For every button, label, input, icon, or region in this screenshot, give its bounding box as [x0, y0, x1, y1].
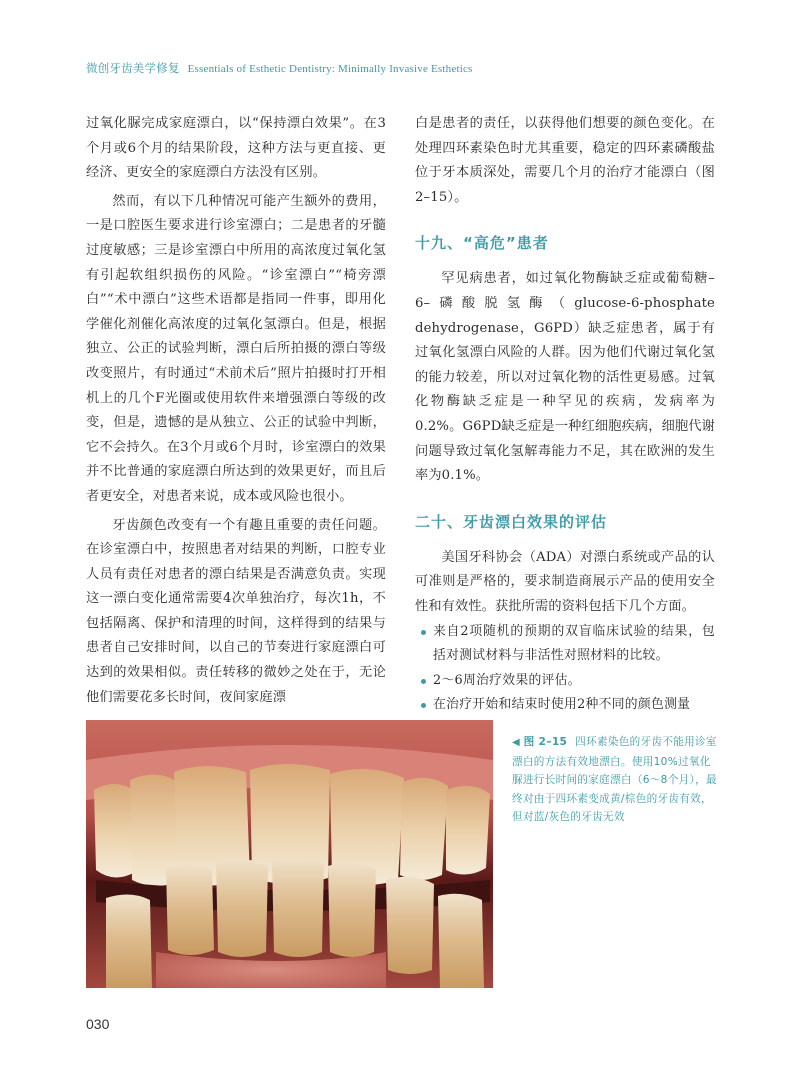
list-item: 来自2项随机的预期的双盲临床试验的结果，包括对测试材料与非活性对照材料的比较。	[415, 620, 715, 669]
paragraph: 白是患者的责任，以获得他们想要的颜色变化。在处理四环素染色时尤其重要，稳定的四环素磷酸盐位于牙本质深处，需要几个月的治疗才能漂白（图2–15）。	[415, 116, 715, 205]
figure-caption-text: 四环素染色的牙齿不能用诊室漂白的方法有效地漂白。使用10%过氧化脲进行长时间的家庭漂白（6～8个月），最终对由于四环素变成黄/棕色的牙齿有效，但对蓝/灰色的牙齿无效	[512, 736, 717, 824]
paragraph: 罕见病患者，如过氧化物酶缺乏症或葡萄糖–6–磷酸脱氢酶（glucose-6-phosphate dehydrogenase，G6PD）缺乏症患者，属于有过氧化氢漂白风险的人群。因为他们代谢过氧化氢的能力较差，所以对过氧化物的活性更易感。过氧化物酶缺乏症是一种罕见的疾病，发病率为0.2%。G6PD缺乏症是一种红细胞疾病，细胞代谢问题导致过氧化氢解毒能力不足，其在欧洲的发生率为0.1%。	[415, 271, 715, 484]
section-heading: 十九、“高危”患者	[415, 234, 549, 253]
page-number: 030	[86, 1016, 110, 1032]
section-heading: 二十、牙齿漂白效果的评估	[415, 512, 608, 531]
bullet-dot-icon	[421, 679, 426, 684]
paragraph: 美国牙科协会（ADA）对漂白系统或产品的认可准则是严格的，要求制造商展示产品的使用安全性和有效性。获批所需的资料包括下几个方面。	[415, 549, 715, 614]
right-column	[415, 112, 715, 718]
header-title-en: Essentials of Esthetic Dentistry: Minimally Invasive Esthetics	[187, 63, 473, 75]
teeth-photo-image	[86, 720, 493, 988]
figure-label: 图 2–15	[523, 736, 568, 748]
figure-caption	[512, 733, 717, 827]
list-item: 2～6周治疗效果的评估。	[415, 669, 715, 694]
bullet-dot-icon	[421, 703, 426, 708]
left-column	[86, 112, 386, 710]
bullet-dot-icon	[421, 630, 426, 635]
pointer-left-icon: ◀	[512, 737, 520, 748]
paragraph: 牙齿颜色改变有一个有趣且重要的责任问题。在诊室漂白中，按照患者对结果的判断，口腔专业人员有责任对患者的漂白结果是否满意负责。实现这一漂白变化通常需要4次单独治疗，每次1h，不包括隔离、保护和清理的时间，这样得到的结果与患者自己安排时间，以自己的节奏进行家庭漂白可达到的效果相似。责任转移的微妙之处在于，无论他们需要花多长时间，夜间家庭漂	[86, 517, 386, 705]
running-header	[86, 60, 473, 76]
paragraph: 过氧化脲完成家庭漂白，以“保持漂白效果”。在3个月或6个月的结果阶段，这种方法与更直接、更经济、更安全的家庭漂白方法没有区别。	[86, 116, 386, 181]
paragraph: 然而，有以下几种情况可能产生额外的费用，一是口腔医生要求进行诊室漂白；二是患者的牙髓过度敏感；三是诊室漂白中所用的高浓度过氧化氢有引起软组织损伤的风险。“诊室漂白”“椅旁漂白”“术中漂白”这些术语都是指同一件事，即用化学催化剂催化高浓度的过氧化氢漂白。但是，根据独立、公正的试验判断，漂白后所拍摄的漂白等级改变照片，有时通过“术前术后”照片拍摄时打开相机上的几个F光圈或使用软件来增强漂白等级的改变，但是，遗憾的是从独立、公正的试验中判断，它不会持久。在3个月或6个月时，诊室漂白的效果并不比普通的家庭漂白所达到的效果更好，而且后者更安全，对患者来说，成本或风险也很小。	[86, 193, 386, 504]
list-item: 在治疗开始和结束时使用2种不同的颜色测量	[415, 693, 715, 718]
header-title-cn: 微创牙齿美学修复	[86, 63, 180, 75]
figure-photo-teeth	[86, 720, 493, 988]
